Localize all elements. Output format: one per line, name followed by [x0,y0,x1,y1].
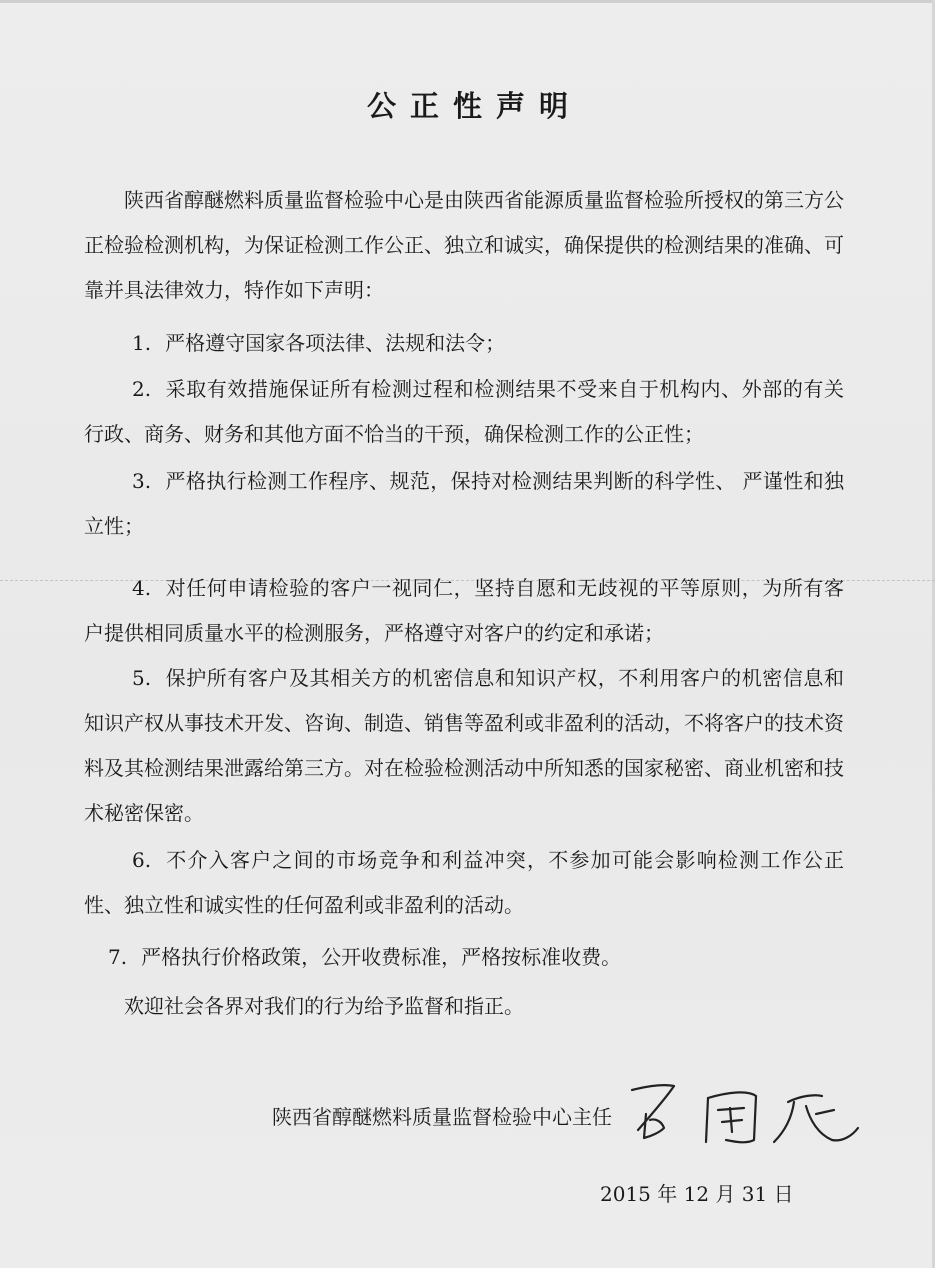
item-number: 3. [132,469,152,493]
item-number: 2. [132,377,152,401]
list-item [84,935,844,980]
item-text: 采取有效措施保证所有检测过程和检测结果不受来自于机构内、外部的有关行政、商务、财务和其他方面不恰当的干预，确保检测工作的公正性； [84,377,844,446]
signer-title: 陕西省醇醚燃料质量监督检验中心主任 [272,1104,612,1129]
item-number: 6. [132,848,152,872]
item-text: 严格执行检测工作程序、规范，保持对检测结果判断的科学性、 严谨性和独立性； [84,469,844,538]
handwritten-signature [618,1080,868,1150]
list-item [84,656,844,836]
scan-edge-top [0,0,935,3]
list-item [84,459,844,549]
list-item [84,566,844,656]
list-item [84,838,844,928]
document-title: 公正性声明 [366,89,582,123]
signature-block [272,1080,912,1150]
item-number: 1. [132,331,152,355]
item-text: 对任何申请检验的客户一视同仁，坚持自愿和无歧视的平等原则，为所有客户提供相同质量水平的检测服务，严格遵守对客户的约定和承诺； [84,576,844,645]
closing-paragraph: 欢迎社会各界对我们的行为给予监督和指正。 [124,994,524,1018]
item-number: 4. [132,576,152,600]
item-text: 不介入客户之间的市场竞争和利益冲突，不参加可能会影响检测工作公正性、独立性和诚实性的任何盈利或非盈利的活动。 [84,848,844,917]
item-number: 5. [132,666,152,690]
item-text: 严格遵守国家各项法律、法规和法令； [165,331,506,355]
list-item [84,321,844,366]
item-number: 7. [108,945,128,969]
list-item [84,367,844,457]
intro-paragraph: 陕西省醇醚燃料质量监督检验中心是由陕西省能源质量监督检验所授权的第三方公正检验检测机构，为保证检测工作公正、独立和诚实，确保提供的检测结果的准确、可靠并具法律效力，特作如下声明： [84,188,844,302]
item-text: 保护所有客户及其相关方的机密信息和知识产权，不利用客户的机密信息和知识产权从事技术开发、咨询、制造、销售等盈利或非盈利的活动，不将客户的技术资料及其检测结果泄露给第三方。对在检验检测活动中所知悉的国家秘密、商业机密和技术秘密保密。 [84,666,844,825]
item-text: 严格执行价格政策，公开收费标准，严格按标准收费。 [141,945,622,969]
date: 2015 年 12 月 31 日 [600,1182,794,1206]
